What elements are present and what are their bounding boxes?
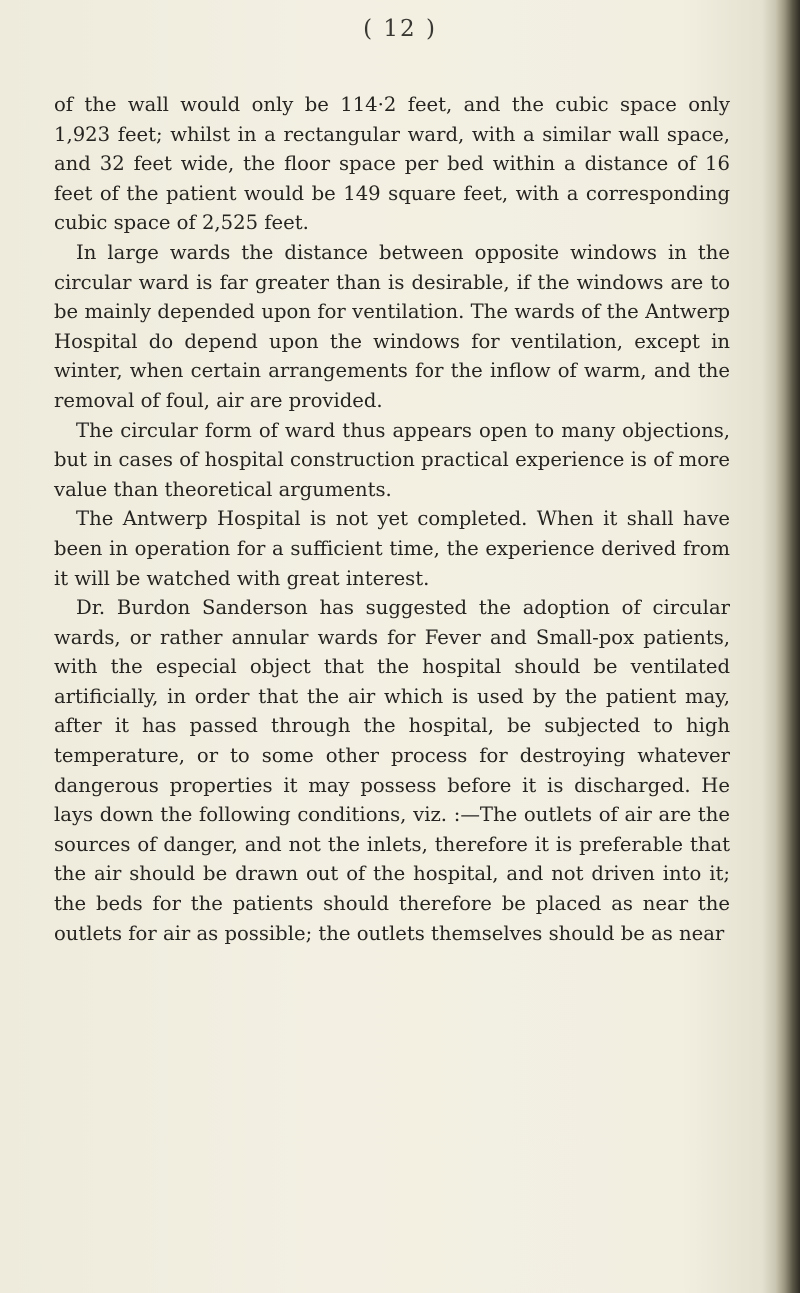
body-text	[54, 90, 730, 948]
paragraph-window-ventilation: In large wards the distance between opposite windows in the circular ward is far greater than is desirable, if the windows are to be mainly depended upon for ventilation. The wards of the Antwerp Hospital do depend upon the windows for ventilation, except in winter, when certain arrangements for the inflow of warm, and the removal of foul, air are provided.	[54, 240, 730, 412]
paragraph-burdon-sanderson: Dr. Burdon Sanderson has suggested the adoption of circular wards, or rather annular wards for Fever and Small-pox patients, with the especial object that the hospital should be ventilated artificially, in order that the air which is used by the patient may, after it has passed through the hospital, be subjected to high temperature, or to some other process for destroying whatever dangerous properties it may possess before it is discharged. He lays down the following conditions, viz. :—The outlets of air are the sources of danger, and not the inlets, therefore it is preferable that the air should be drawn out of the hospital, and not driven into it; the beds for the patients should therefore be placed as near the outlets for air as possible; the outlets themselves should be as near	[54, 596, 730, 945]
page-number: ( 12 )	[363, 16, 437, 42]
paragraph-antwerp-hospital: The Antwerp Hospital is not yet completed. When it shall have been in operation for a sufficient time, the experience derived from it will be watched with great interest.	[54, 507, 730, 590]
book-spine-edge	[776, 0, 800, 1293]
paragraph-circular-form: The circular form of ward thus appears open to many objections, but in cases of hospital construction practical experience is of more value than theoretical arguments.	[54, 418, 730, 501]
gutter-shadow	[762, 0, 776, 1293]
paragraph-continuation: of the wall would only be 114·2 feet, and the cubic space only 1,923 feet; whilst in a rectangular ward, with a similar wall space, and 32 feet wide, the floor space per bed within a distance of 16 feet of the patient would be 149 square feet, with a corresponding cubic space of 2,525 feet.	[54, 93, 730, 235]
